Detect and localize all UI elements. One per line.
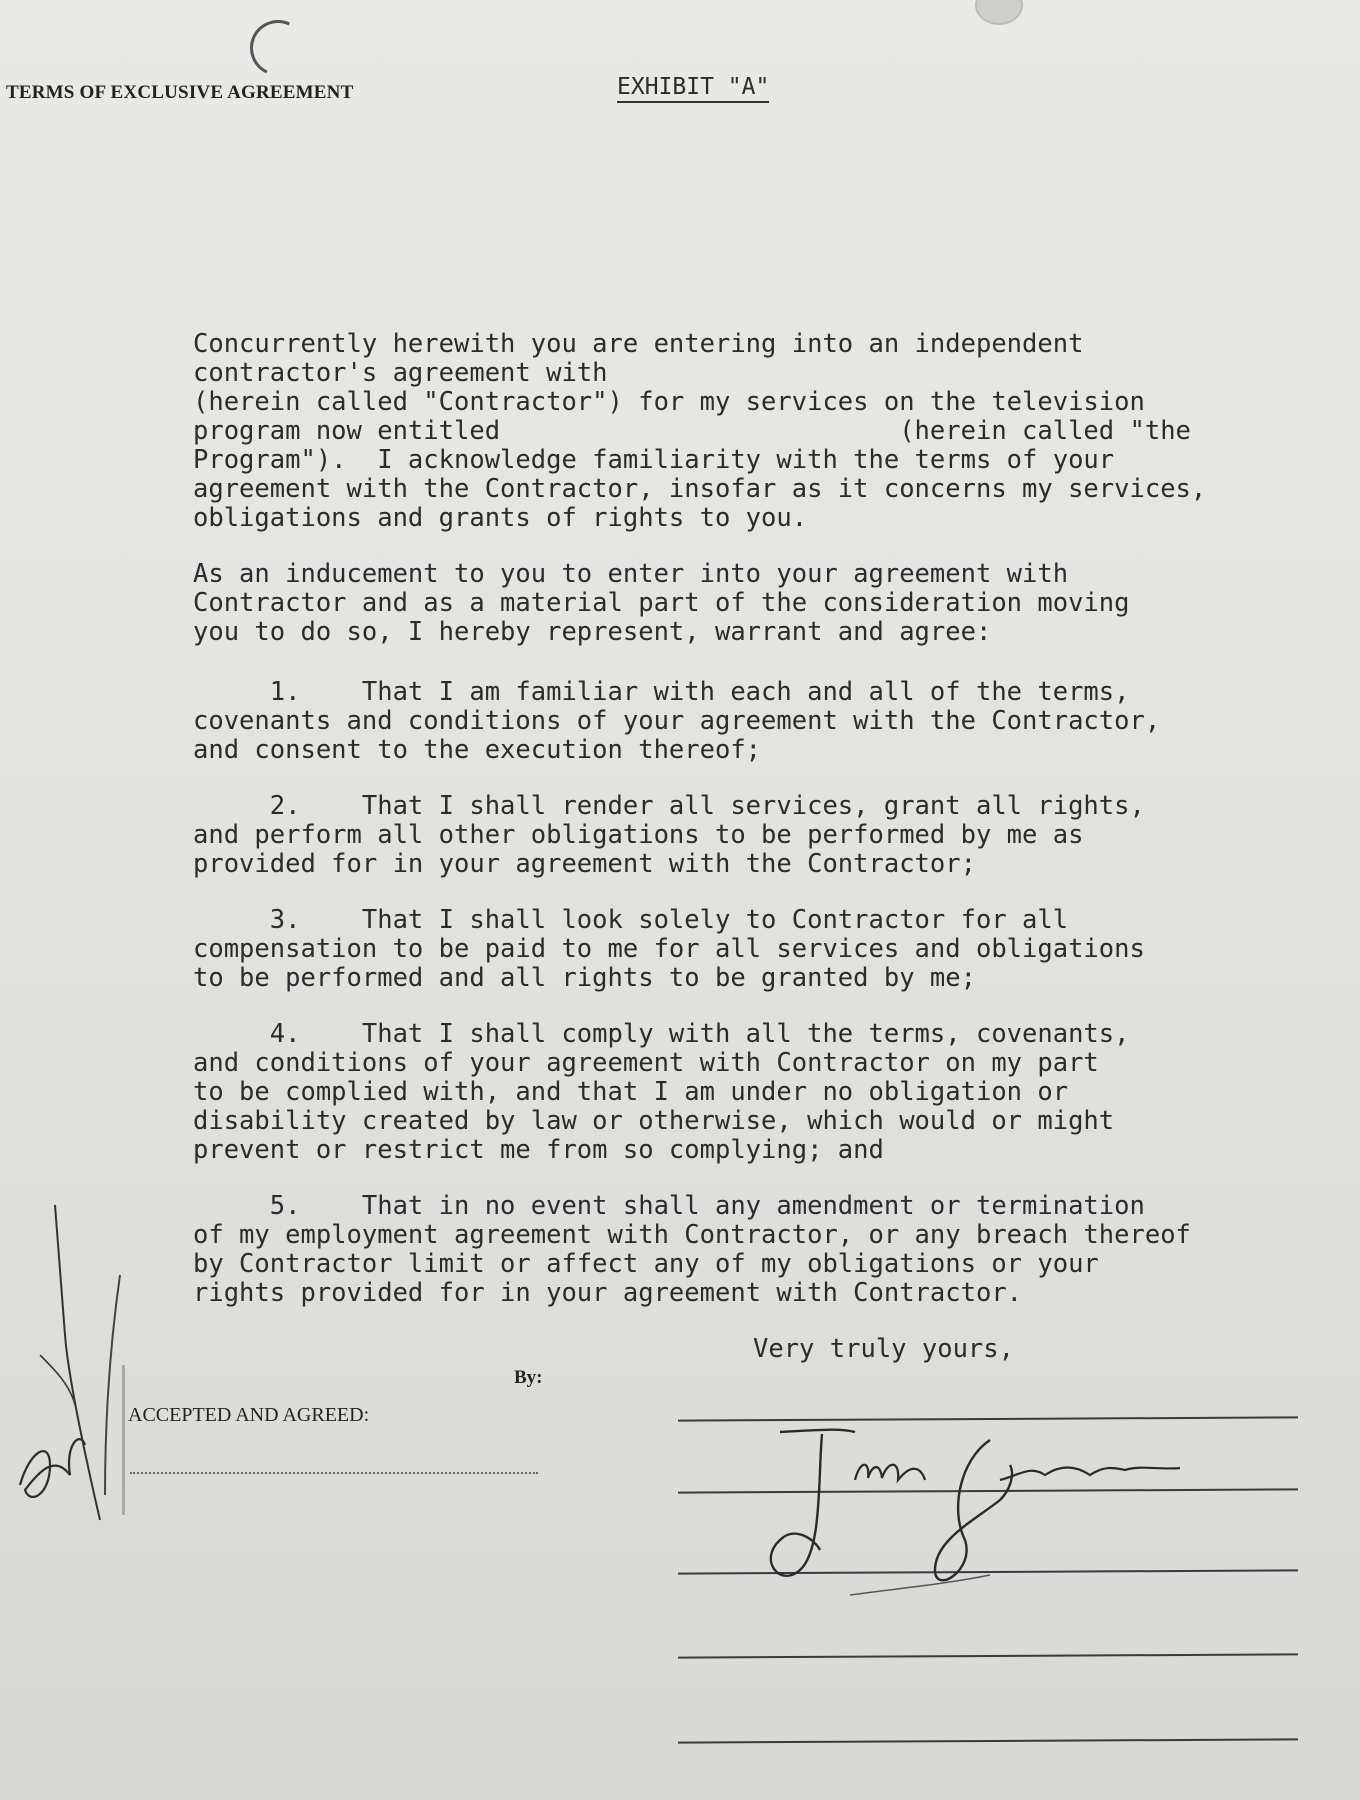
signature-line [678, 1738, 1298, 1743]
exhibit-title: EXHIBIT "A" [617, 74, 769, 103]
intro-paragraph: Concurrently herewith you are entering into an independent contractor's agreement with (herein called "Contractor") for my services on the television program now entitled (herein called "the Program"). I acknowledge familiarity with the terms of your agreement with the Contractor, insofar as it concerns my services, obligations and grants of rights to you. [193, 329, 1207, 533]
clause-4: 4. That I shall comply with all the terms, covenants, and conditions of your agreement with Contractor on my part to be complied with, and that I am under no obligation or disability created by law or otherwise, which would or might prevent or restrict me from so complying; and [193, 1019, 1130, 1165]
accepted-agreed-label: ACCEPTED AND AGREED: [128, 1404, 370, 1426]
clause-2: 2. That I shall render all services, grant all rights, and perform all other obligations to be performed by me as provided for in your agreement with the Contractor; [193, 791, 1145, 879]
clause-3: 3. That I shall look solely to Contractor for all compensation to be paid to me for all services and obligations to be performed and all rights to be granted by me; [193, 905, 1145, 993]
document-heading: TERMS OF EXCLUSIVE AGREEMENT [6, 82, 354, 103]
clause-5: 5. That in no event shall any amendment or termination of my employment agreement with Contractor, or any breach thereof by Contractor limit or affect any of my obligations or your rights provided for in your agreement with Contractor. [193, 1191, 1191, 1308]
punch-hole-mark [242, 12, 314, 84]
closing-salutation: Very truly yours, [753, 1334, 1014, 1364]
punch-hole-mark [975, 0, 1023, 25]
inducement-paragraph: As an inducement to you to enter into your agreement with Contractor and as a material part of the consideration moving you to do so, I hereby represent, warrant and agree: [193, 559, 1130, 647]
accepted-signature-line [130, 1472, 538, 1474]
clause-1: 1. That I am familiar with each and all of the terms, covenants and conditions of your agreement with the Contractor, and consent to the execution thereof; [193, 677, 1161, 765]
handwritten-signature [760, 1420, 1200, 1620]
by-label: By: [514, 1367, 543, 1388]
margin-initials-signature [10, 1195, 130, 1525]
signature-line [678, 1653, 1298, 1658]
